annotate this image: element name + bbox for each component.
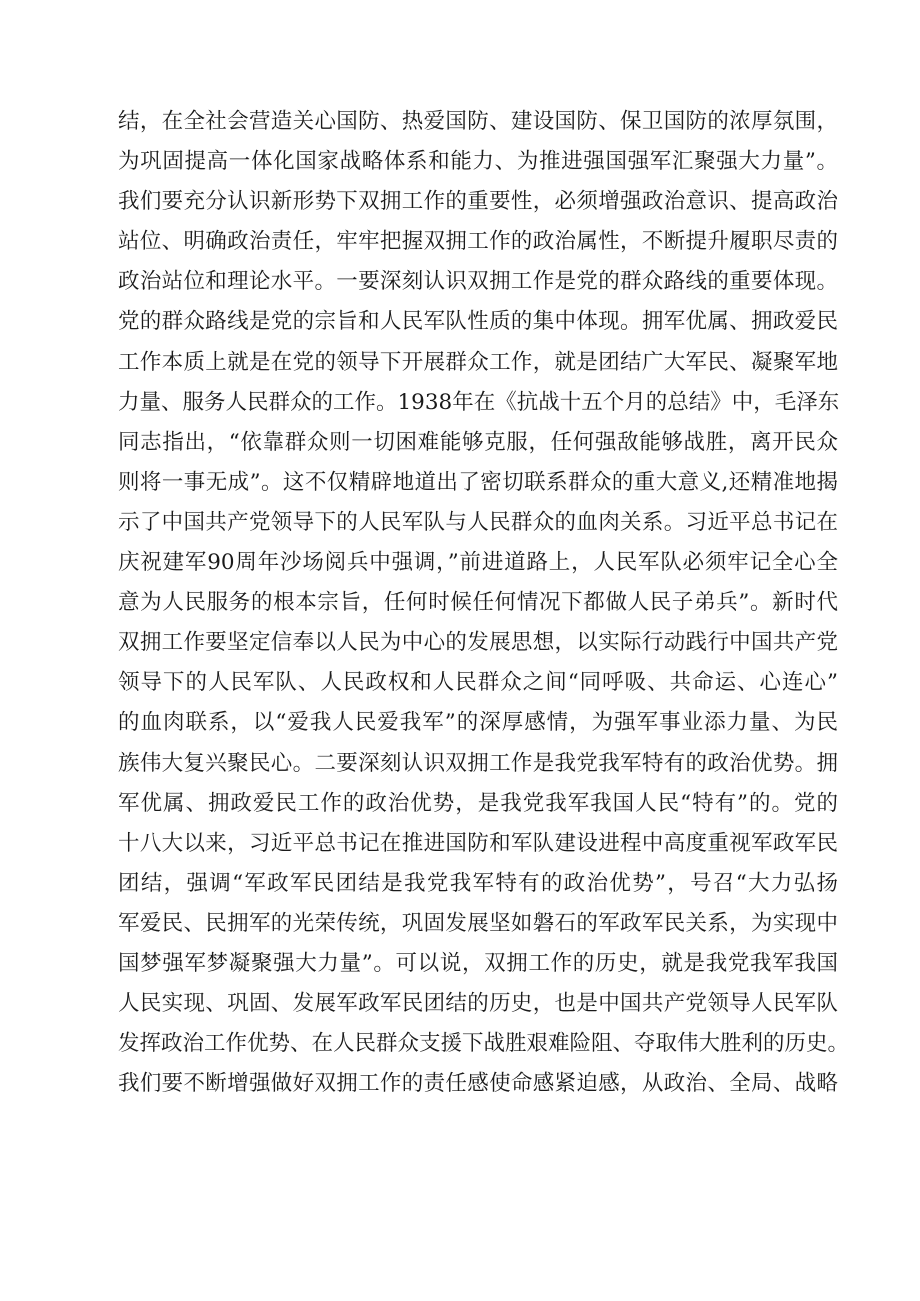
text-line: 国梦强军梦凝聚强大力量”。可以说，双拥工作的历史，就是我党我军我国 [118,950,838,976]
text-line: 党的群众路线是党的宗旨和人民军队性质的集中体现。拥军优属、拥政爱民 [118,309,838,335]
text-line: 我们要充分认识新形势下双拥工作的重要性，必须增强政治意识、提高政治 [118,189,838,215]
text-line: 领导下的人民军队、人民政权和人民群众之间“同呼吸、共命运、心连心” [118,670,838,696]
text-line: 人民实现、巩固、发展军政军民团结的历史，也是中国共产党领导人民军队 [118,991,838,1017]
text-line: 则将一事无成”。这不仅精辟地道出了密切联系群众的重大意义,还精准地揭 [118,469,838,495]
text-line: 政治站位和理论水平。一要深刻认识双拥工作是党的群众路线的重要体现。 [118,269,838,295]
text-line: 双拥工作要坚定信奉以人民为中心的发展思想，以实际行动践行中国共产党 [118,630,838,656]
text-line: 发挥政治工作优势、在人民群众支援下战胜艰难险阻、夺取伟大胜利的历史。 [118,1031,850,1057]
text-line: 示了中国共产党领导下的人民军队与人民群众的血肉关系。习近平总书记在 [118,509,838,535]
text-line: 军爱民、民拥军的光荣传统，巩固发展坚如磐石的军政军民关系，为实现中 [118,910,838,936]
text-line: 我们要不断增强做好双拥工作的责任感使命感紧迫感，从政治、全局、战略 [118,1071,838,1097]
text-line: 团结，强调“军政军民团结是我党我军特有的政治优势”，号召“大力弘扬 [118,870,838,896]
text-line: 十八大以来，习近平总书记在推进国防和军队建设进程中高度重视军政军民 [118,830,838,856]
text-line: 同志指出，“依靠群众则一切困难能够克服，任何强敌能够战胜，离开民众 [118,429,838,455]
text-line: 为巩固提高一体化国家战略体系和能力、为推进强国强军汇聚强大力量”。 [118,149,838,175]
text-line: 工作本质上就是在党的领导下开展群众工作，就是团结广大军民、凝聚军地 [118,349,838,375]
text-line: 军优属、拥政爱民工作的政治优势，是我党我军我国人民“特有”的。党的 [118,790,838,816]
text-line: 结，在全社会营造关心国防、热爱国防、建设国防、保卫国防的浓厚氛围， [118,109,838,134]
body-text [118,102,850,1104]
text-line: 站位、明确政治责任，牢牢把握双拥工作的政治属性，不断提升履职尽责的 [118,229,838,255]
text-line: 意为人民服务的根本宗旨，任何时候任何情况下都做人民子弟兵”。新时代 [118,590,838,616]
text-line: 庆祝建军90周年沙场阅兵中强调，”前进道路上，人民军队必须牢记全心全 [118,550,838,576]
text-line: 族伟大复兴聚民心。二要深刻认识双拥工作是我党我军特有的政治优势。拥 [118,750,838,776]
text-line: 力量、服务人民群众的工作。1938年在《抗战十五个月的总结》中，毛泽东 [118,389,840,415]
text-line: 的血肉联系，以“爱我人民爱我军”的深厚感情，为强军事业添力量、为民 [118,710,838,736]
